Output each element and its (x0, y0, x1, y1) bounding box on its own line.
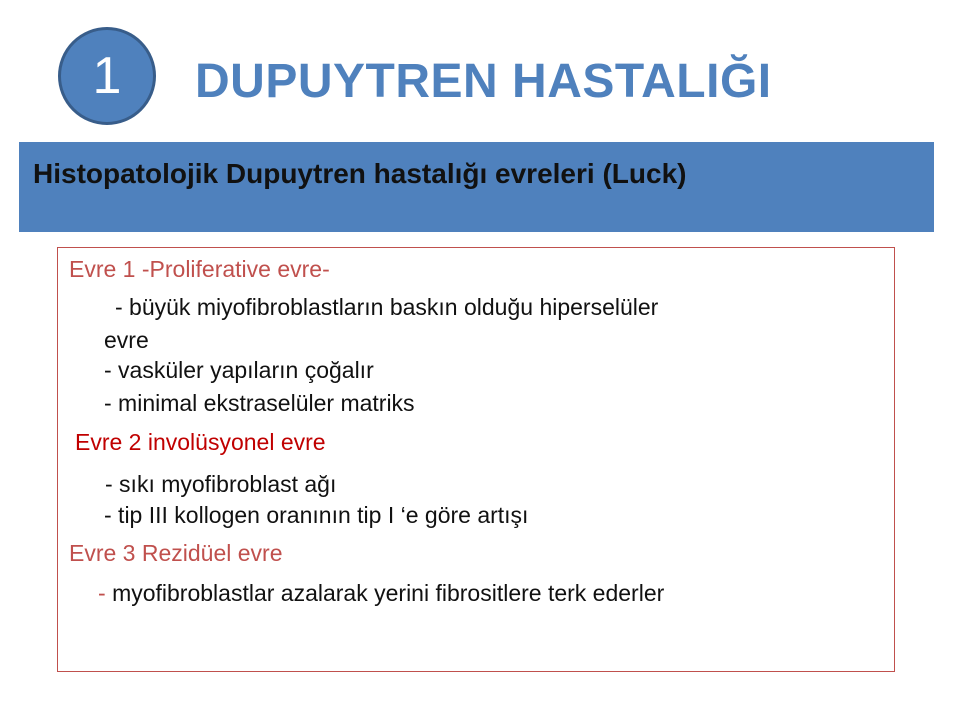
stage1-line-4: - minimal ekstraselüler matriks (104, 390, 415, 416)
stage2-heading: Evre 2 involüsyonel evre (75, 429, 326, 455)
subtitle-band (19, 142, 934, 232)
stage1-heading: Evre 1 -Proliferative evre- (69, 256, 330, 282)
content-box (57, 247, 895, 672)
stage3-line-text: myofibroblastlar azalarak yerini fibrositlere terk ederler (112, 580, 665, 606)
slide-title: DUPUYTREN HASTALIĞI (195, 55, 772, 108)
stage3-heading: Evre 3 Rezidüel evre (69, 540, 283, 566)
stage1-line-1: - büyük miyofibroblastların baskın olduğu hiperselüler (115, 294, 659, 320)
stage2-line-2: - tip III kollogen oranının tip I ‘e göre artışı (104, 502, 529, 528)
slide-number: 1 (92, 47, 122, 105)
stage1-line-3: - vasküler yapıların çoğalır (104, 357, 374, 383)
subtitle-text: Histopatolojik Dupuytren hastalığı evreleri (Luck) (33, 158, 687, 189)
stage2-line-1: - sıkı myofibroblast ağı (105, 471, 337, 497)
slide-number-badge (58, 27, 156, 125)
stage3-dash: - (98, 580, 106, 606)
stage3-line-1 (98, 582, 664, 605)
stage1-line-2: evre (104, 327, 149, 353)
